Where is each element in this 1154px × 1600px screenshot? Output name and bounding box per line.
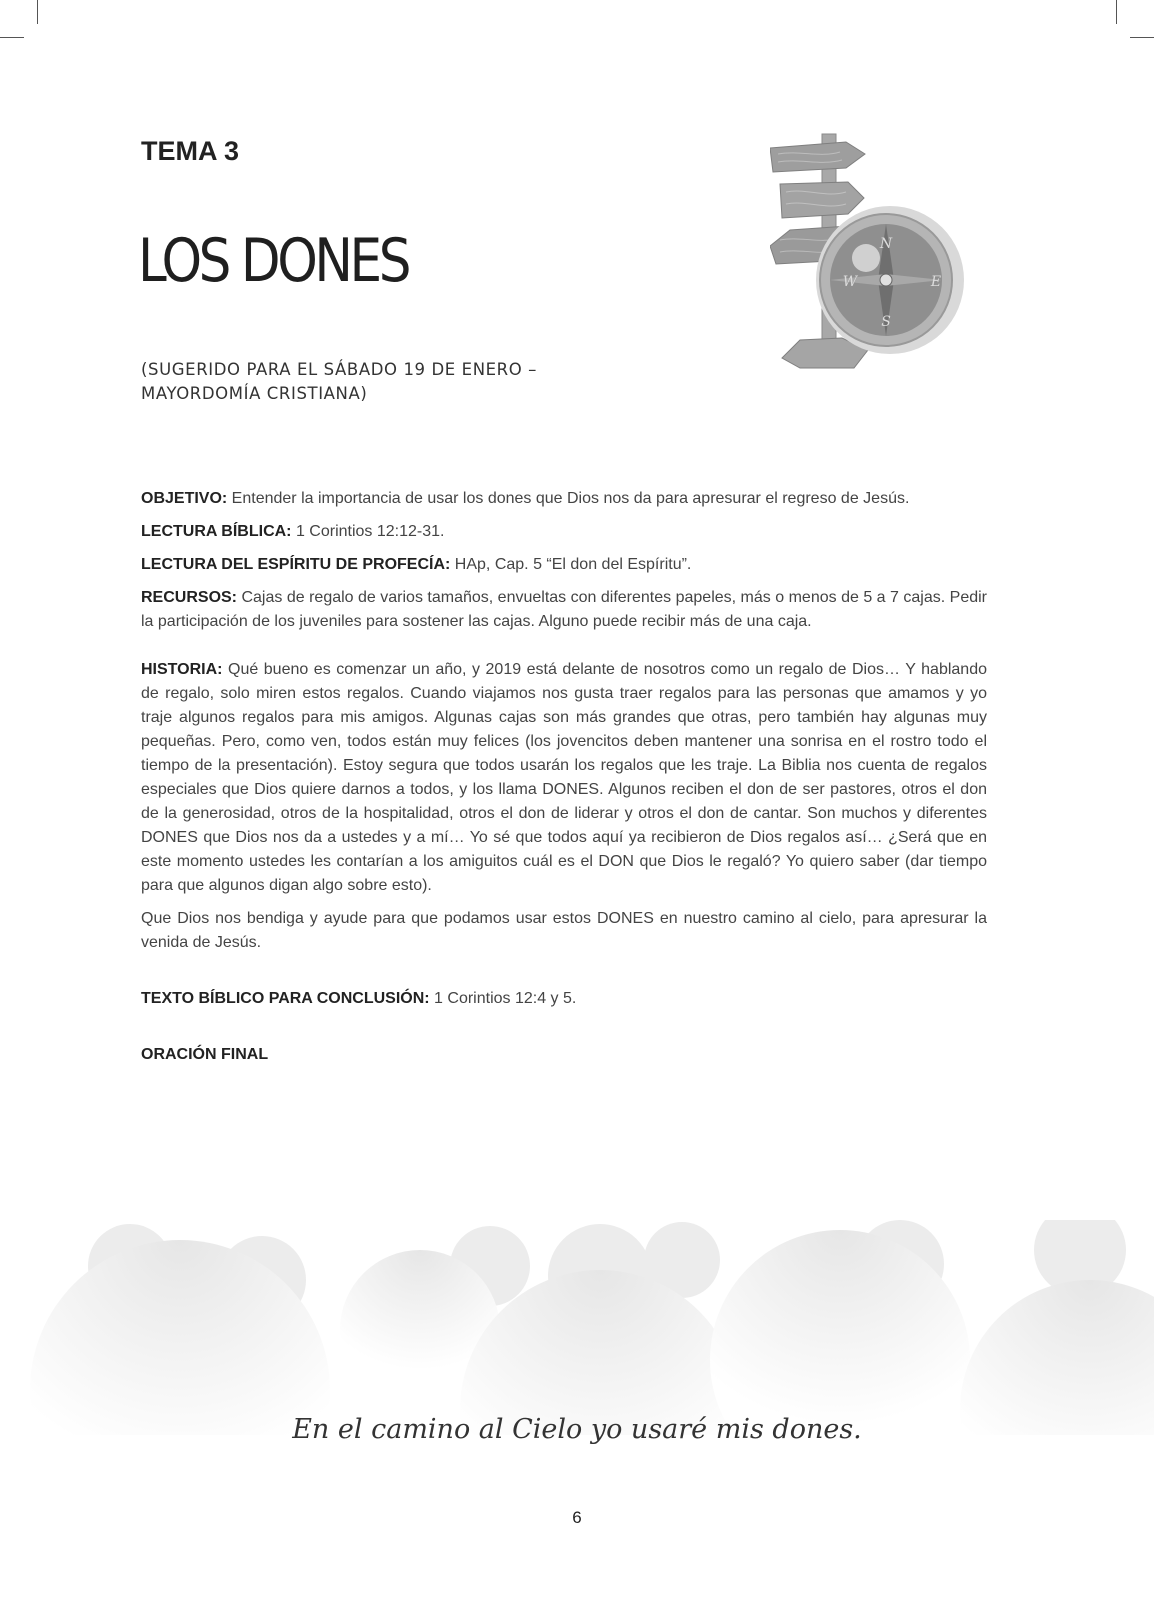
conclusion-verse-text: 1 Corintios 12:4 y 5. (429, 990, 577, 1007)
story-text: Qué bueno es comenzar un año, y 2019 está delante de nosotros como un regalo de Dios… Y hablando de regalo, solo miren estos regalos. Cuando viajamos nos gusta traer regalos para las personas que amamos y yo traje algunos regalos para mis amigos. Algunas cajas son más grandes que otras, pero también hay algunas muy pequeñas. Pero, como ven, todos están muy felices (los jovencitos deben mantener una sonrisa en el rostro todo el tiempo de la presentación). Estoy segura que todos usarán los regalos que les traje. La Biblia nos cuenta de regalos especiales que Dios quiere darnos a todos, y los llama DONES. Algunos reciben el don de ser pastores, otros el don de la generosidad, otros de la hospitalidad, otros el don de liderar y otros el don de cantar. Son muchos y diferentes DONES que Dios nos da a ustedes y a mí… Yo sé que todos aquí ya recibieron de Dios regalos así… ¿Será que en este momento ustedes les contarían a los amiguitos cuál es el DON que Dios le regaló? Yo quiero saber (dar tiempo para que algunos digan algo sobre esto). (141, 661, 987, 894)
compass-letter-west: W (842, 274, 858, 290)
objective-text: Entender la importancia de usar los dones que Dios nos da para apresurar el regreso de Jesús. (227, 490, 910, 507)
conclusion-verse-paragraph (141, 987, 987, 1011)
final-prayer-label: ORACIÓN FINAL (141, 1046, 269, 1063)
crop-mark-top-left-v (37, 0, 38, 24)
bible-reading-label: LECTURA BÍBLICA: (141, 523, 292, 540)
story-label: HISTORIA: (141, 661, 223, 678)
crop-mark-top-right-v (1116, 0, 1117, 24)
topic-label: TEMA 3 (141, 136, 240, 166)
lesson-body (141, 487, 987, 1076)
prophecy-reading-text: HAp, Cap. 5 “El don del Espíritu”. (450, 556, 692, 573)
compass-icon (816, 206, 964, 354)
resources-label: RECURSOS: (141, 589, 238, 606)
signpost-compass-illustration (770, 128, 980, 378)
clouds-decoration (0, 1220, 1154, 1600)
page-title: LOS DONES (138, 226, 409, 296)
compass-letter-north: N (879, 236, 893, 252)
crop-mark-top-left-h (0, 37, 24, 38)
page-number: 6 (572, 1508, 582, 1527)
resources-paragraph (141, 586, 987, 634)
final-prayer-paragraph (141, 1043, 987, 1067)
compass-letter-south: S (881, 314, 891, 330)
suggested-date: (SUGERIDO PARA EL SÁBADO 19 DE ENERO – MAYORDOMÍA CRISTIANA) (141, 360, 538, 403)
objective-label: OBJETIVO: (141, 490, 228, 507)
compass-letter-east: E (930, 274, 942, 290)
prophecy-reading-paragraph (141, 553, 987, 577)
resources-text: Cajas de regalo de varios tamaños, envueltas con diferentes papeles, más o menos de 5 a 7 cajas. Pedir la participación de los juveniles para sostener las cajas. Alguno puede recibir más de una caja. (141, 589, 987, 630)
conclusion-verse-label: TEXTO BÍBLICO PARA CONCLUSIÓN: (141, 990, 430, 1007)
story-paragraph (141, 658, 987, 898)
objective-paragraph (141, 487, 987, 511)
bible-reading-paragraph (141, 520, 987, 544)
prophecy-reading-label: LECTURA DEL ESPÍRITU DE PROFECÍA: (141, 556, 451, 573)
bible-reading-text: 1 Corintios 12:12-31. (291, 523, 445, 540)
crop-mark-top-right-h (1130, 37, 1154, 38)
closing-paragraph: Que Dios nos bendiga y ayude para que podamos usar estos DONES en nuestro camino al cielo, para apresurar la venida de Jesús. (141, 910, 987, 951)
motto-text: En el camino al Cielo yo usaré mis dones. (292, 1414, 862, 1445)
